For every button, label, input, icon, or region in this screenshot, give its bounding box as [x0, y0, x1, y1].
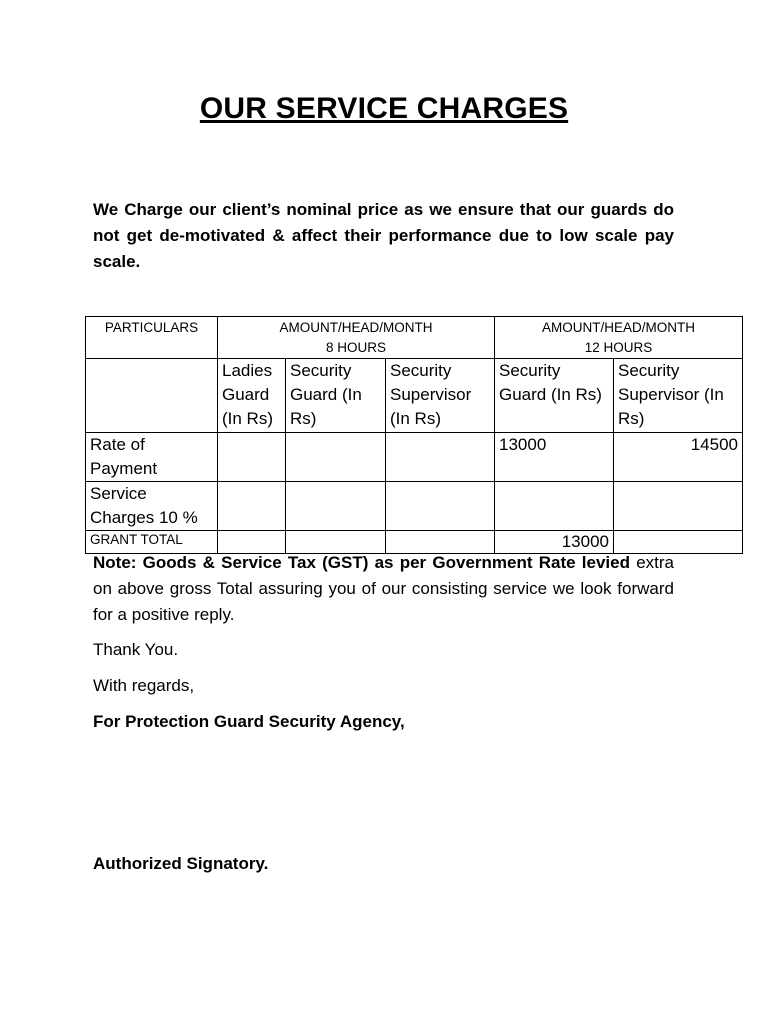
header-12-hours [495, 317, 743, 359]
table-cell [286, 482, 386, 531]
subheader-security-supervisor-8h: Security Supervisor (In Rs) [386, 359, 495, 433]
gst-note-rest: extra on above gross Total assuring you of our consisting service we look forward for a positive reply. [93, 553, 674, 624]
service-charges-table [85, 316, 743, 554]
rate-security-guard-12h: 13000 [495, 433, 614, 482]
header-8-hours [218, 317, 495, 359]
header-12-hours-line1: AMOUNT/HEAD/MONTH [542, 320, 695, 335]
table-cell [614, 482, 743, 531]
intro-paragraph: We Charge our client’s nominal price as we ensure that our guards do not get de-motivated & affect their performance due to low scale pay scale. [93, 200, 674, 271]
gst-note-lead: Note: Goods & Service Tax (GST) as per Government Rate levied [93, 553, 630, 572]
subheader-empty [86, 359, 218, 433]
table-cell [386, 482, 495, 531]
table-cell [218, 482, 286, 531]
row-label-grant-total: GRANT TOTAL [86, 531, 218, 554]
table-cell [386, 433, 495, 482]
agency-name: For Protection Guard Security Agency, [93, 712, 405, 731]
table-cell [495, 482, 614, 531]
table-cell [286, 433, 386, 482]
page-title: OUR SERVICE CHARGES [199, 92, 569, 125]
table-header-row [86, 317, 743, 359]
header-8-hours-line1: AMOUNT/HEAD/MONTH [279, 320, 433, 335]
subheader-security-supervisor-12h: Security Supervisor (In Rs) [614, 359, 743, 433]
header-8-hours-line2: 8 HOURS [325, 340, 386, 355]
grant-total-value: 13000 [495, 531, 614, 554]
header-particulars [86, 317, 218, 359]
row-label-service-charges: Service Charges 10 % [86, 482, 218, 531]
row-label-rate: Rate of Payment [86, 433, 218, 482]
table-row [86, 433, 743, 482]
subheader-security-guard-8h: Security Guard (In Rs) [286, 359, 386, 433]
thank-you-text: Thank You. [93, 640, 179, 659]
gst-note [93, 550, 674, 628]
rate-security-supervisor-12h: 14500 [614, 433, 743, 482]
regards-text: With regards, [93, 676, 195, 695]
table-row [86, 482, 743, 531]
table-subheader-row [86, 359, 743, 433]
header-12-hours-line2: 12 HOURS [584, 340, 653, 355]
header-particulars-label: PARTICULARS [104, 320, 199, 335]
subheader-security-guard-12h: Security Guard (In Rs) [495, 359, 614, 433]
table-cell [218, 433, 286, 482]
subheader-ladies-guard: Ladies Guard (In Rs) [218, 359, 286, 433]
authorized-signatory: Authorized Signatory. [93, 854, 269, 873]
